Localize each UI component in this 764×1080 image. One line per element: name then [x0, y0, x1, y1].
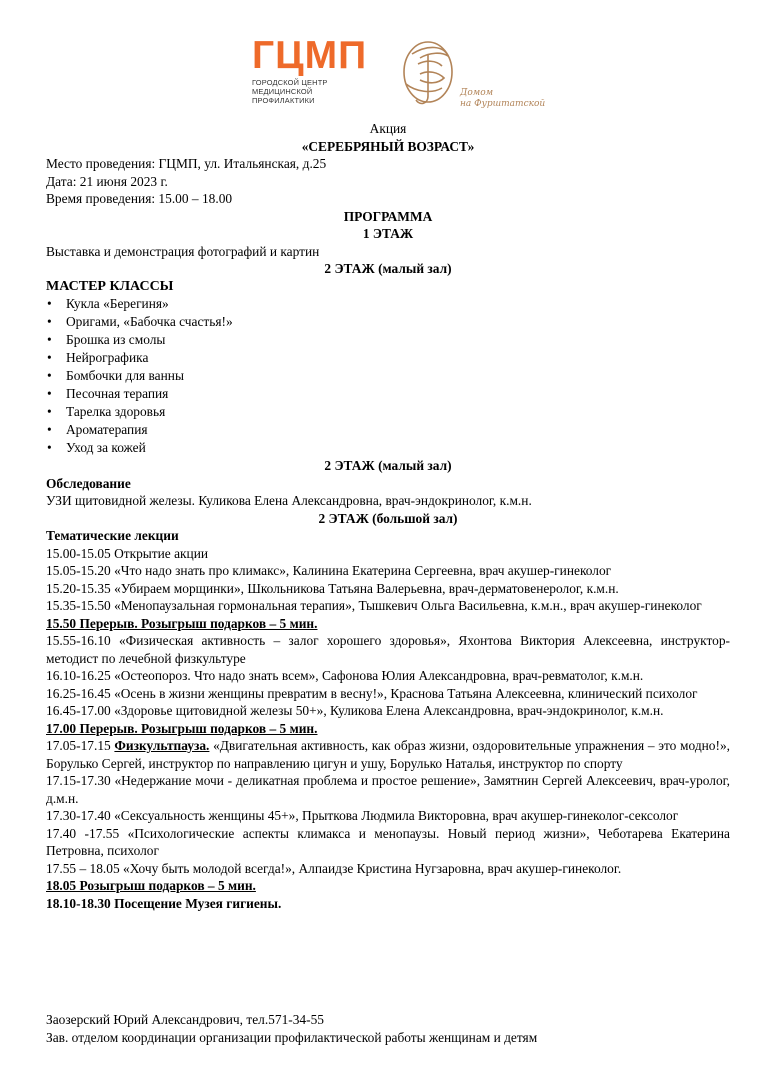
footer	[46, 1011, 730, 1046]
action-title: «СЕРЕБРЯНЫЙ ВОЗРАСТ»	[301, 138, 475, 154]
logos	[0, 30, 764, 115]
gcmp-logo	[252, 36, 367, 106]
program-title: ПРОГРАММА	[343, 208, 433, 224]
break-1: 15.50 Перерыв. Розыгрыш подарков – 5 мин.	[46, 615, 318, 631]
gcmp-logo-mark: ГЦМП	[252, 34, 368, 77]
gcmp-sub-line: ПРОФИЛАКТИКИ	[252, 96, 315, 106]
lecture-item: 15.55-16.10 «Физическая активность – залог хорошего здоровья», Яхонтова Виктория Алексеевна, инструктор-методист по лечебной физкультуре	[46, 633, 730, 666]
floor-2-big-hall-heading: 2 ЭТАЖ (большой зал)	[318, 510, 458, 526]
floor-1-heading: 1 ЭТАЖ	[362, 226, 414, 241]
program-document	[46, 120, 730, 912]
lecture-item: 17.55 – 18.05 «Хочу быть молодой всегда!», Алпаидзе Кристина Нугзаровна, врач акушер-гинеколог.	[46, 860, 622, 876]
masterclass-title: МАСТЕР КЛАССЫ	[46, 278, 174, 294]
break-2: 17.00 Перерыв. Розыгрыш подарков – 5 мин.	[46, 720, 318, 736]
masterclass-item: • Бомбочки для ванны	[46, 367, 730, 385]
lecture-item: 15.35-15.50 «Менопаузальная гормональная терапия», Тышкевич Ольга Васильевна, к.м.н., врач акушер-гинеколог	[46, 598, 702, 613]
lecture-item: 15.00-15.05 Открытие акции	[46, 545, 209, 561]
lecture-item: 16.10-16.25 «Остеопороз. Что надо знать всем», Сафонова Юлия Александровна, врач-ревматолог, к.м.н.	[46, 668, 644, 683]
house-logo-text	[460, 88, 545, 110]
museum-visit: 18.10-18.30 Посещение Музея гигиены.	[46, 895, 282, 911]
house-logo-line: на Фурштатской	[460, 99, 546, 109]
footer-contact: Заозерский Юрий Александрович, тел.571-34-55	[46, 1012, 324, 1027]
lecture-item: 16.25-16.45 «Осень в жизни женщины превратим в весну!», Краснова Татьяна Алексеевна, клинический психолог	[46, 685, 698, 701]
fitness-pause-text: «Двигательная активность, как образ жизни, оздоровительные упражнения – это модно!», Борулько Сергей, инструктор по направлению цигун и ушу, Борулько Наталья, инструктор по спорту	[46, 738, 730, 771]
masterclass-item: • Нейрографика	[46, 349, 730, 367]
event-place: Место проведения: ГЦМП, ул. Итальянская, д.25	[46, 156, 327, 171]
fitness-pause-time: 17.05-17.15	[46, 738, 115, 753]
lecture-item: 17.30-17.40 «Сексуальность женщины 45+», Прыткова Людмила Викторовна, врач акушер-гинеколог-сексолог	[46, 808, 679, 823]
floor-1-text: Выставка и демонстрация фотографий и картин	[46, 243, 320, 259]
exam-text: УЗИ щитовидной железы. Куликова Елена Александровна, врач-эндокринолог, к.м.н.	[46, 493, 532, 508]
lecture-item: 17.15-17.30 «Недержание мочи - деликатная проблема и простое решение», Замятнин Сергей Алексеевич, врач-уролог, д.м.н.	[46, 773, 730, 806]
fitness-pause-item	[46, 737, 730, 772]
masterclass-item: • Ароматерапия	[46, 421, 730, 439]
house-logo-line: Домом	[460, 88, 494, 98]
lecture-item: 15.05-15.20 «Что надо знать про климакс», Калинина Екатерина Сергеевна, врач акушер-гинеколог	[46, 563, 612, 578]
event-date: Дата: 21 июня 2023 г.	[46, 173, 168, 189]
lecture-item: 15.20-15.35 «Убираем морщинки», Школьникова Татьяна Валерьевна, врач-дерматовенеролог, к.м.н.	[46, 580, 619, 596]
floor-2-small-hall-heading: 2 ЭТАЖ (малый зал)	[324, 261, 452, 276]
lectures-title: Тематические лекции	[46, 528, 179, 543]
gcmp-logo-subtitle	[252, 78, 367, 106]
event-time: Время проведения: 15.00 – 18.00	[46, 191, 233, 206]
gcmp-sub-line: ГОРОДСКОЙ ЦЕНТР	[252, 78, 328, 87]
fitness-pause-label: Физкультпауза.	[114, 738, 210, 753]
footer-position: Зав. отделом координации организации профилактической работы женщинам и детям	[46, 1029, 538, 1045]
action-label: Акция	[369, 121, 407, 136]
floor-2-small-hall-heading-2: 2 ЭТАЖ (малый зал)	[324, 458, 452, 473]
lecture-item: 17.40 -17.55 «Психологические аспекты климакса и менопаузы. Новый период жизни», Чеботарева Екатерина Петровна, психолог	[46, 825, 730, 858]
masterclass-item: • Кукла «Берегиня»	[46, 295, 730, 313]
lecture-item: 16.45-17.00 «Здоровье щитовидной железы 50+», Куликова Елена Александровна, врач-эндокринолог, к.м.н.	[46, 703, 664, 718]
gcmp-sub-line: МЕДИЦИНСКОЙ	[252, 87, 313, 97]
exam-title: Обследование	[46, 475, 131, 491]
masterclass-item: • Брошка из смолы	[46, 331, 730, 349]
masterclass-item: • Тарелка здоровья	[46, 403, 730, 421]
masterclass-item: • Оригами, «Бабочка счастья!»	[46, 313, 730, 331]
prize-draw: 18.05 Розыгрыш подарков – 5 мин.	[46, 878, 256, 893]
masterclass-list	[46, 295, 730, 457]
masterclass-item: • Песочная терапия	[46, 385, 730, 403]
masterclass-item: • Уход за кожей	[46, 439, 730, 457]
